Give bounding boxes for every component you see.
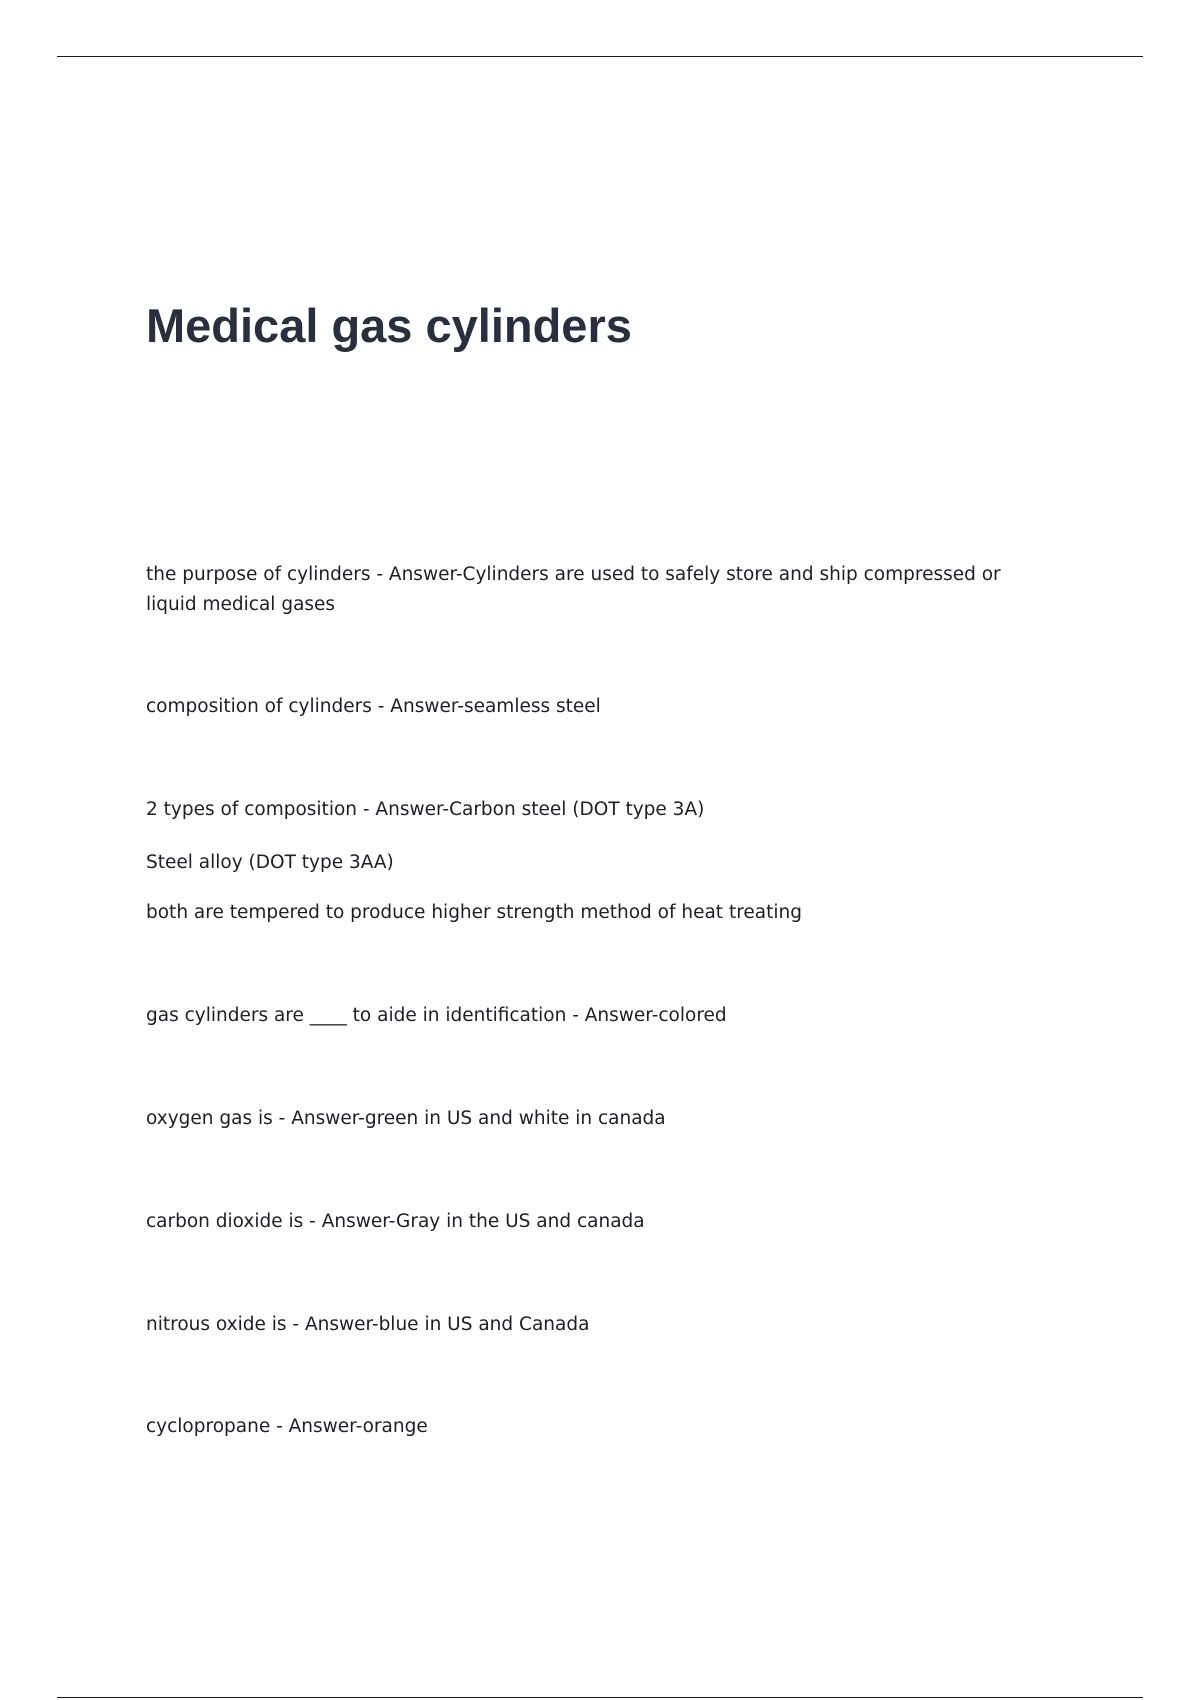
qa-item-purpose: the purpose of cylinders - Answer-Cylinders are used to safely store and ship compressed or liquid medical gases xyxy=(146,564,1001,615)
qa-item-composition: composition of cylinders - Answer-seamless steel xyxy=(146,696,601,717)
qa-item-tempered: both are tempered to produce higher strength method of heat treating xyxy=(146,902,802,923)
qa-item-nitrous-oxide: nitrous oxide is - Answer-blue in US and Canada xyxy=(146,1314,590,1335)
qa-item-steel-alloy: Steel alloy (DOT type 3AA) xyxy=(146,852,394,873)
qa-item-carbon-dioxide: carbon dioxide is - Answer-Gray in the US and canada xyxy=(146,1211,645,1232)
bottom-divider xyxy=(57,1697,1143,1698)
page-title: Medical gas cylinders xyxy=(146,299,632,352)
qa-item-colored: gas cylinders are ____ to aide in identification - Answer-colored xyxy=(146,1005,727,1026)
qa-item-two-types: 2 types of composition - Answer-Carbon steel (DOT type 3A) xyxy=(146,799,705,820)
qa-item-cyclopropane: cyclopropane - Answer-orange xyxy=(146,1416,428,1437)
top-divider xyxy=(57,56,1143,57)
qa-item-oxygen: oxygen gas is - Answer-green in US and white in canada xyxy=(146,1108,666,1129)
